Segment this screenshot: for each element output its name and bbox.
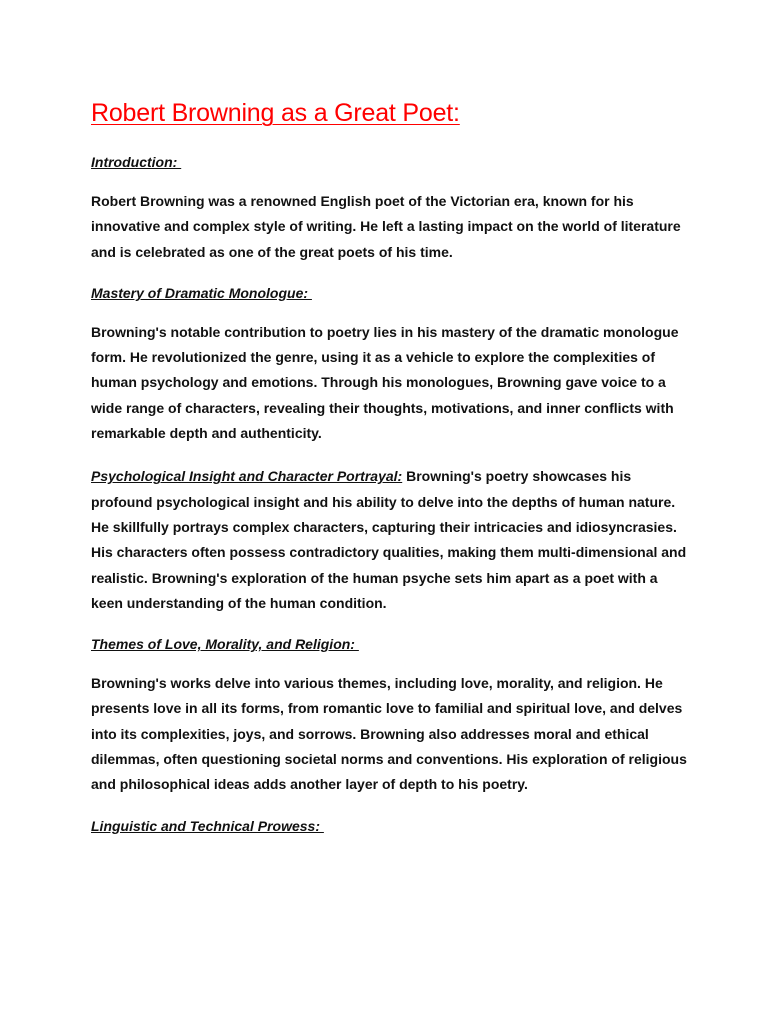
document-content xyxy=(91,96,691,853)
section-psychological-insight xyxy=(91,464,691,616)
section-body-psychological-insight: Browning's poetry showcases his profound psychological insight and his ability to delve into the depths of human nature. He skillfully portrays complex characters, capturing their intricacies and idiosyncrasies. His characters often possess contradictory qualities, making them multi-dimensional and realistic. Browning's exploration of the human psyche sets him apart as a poet with a keen understanding of the human condition. xyxy=(91,468,687,611)
section-heading-linguistic-prowess: Linguistic and Technical Prowess: xyxy=(91,817,324,834)
section-body-dramatic-monologue: Browning's notable contribution to poetry lies in his mastery of the dramatic monologue form. He revolutionized the genre, using it as a vehicle to explore the complexities of human psychology and emotions. Through his monologues, Browning gave voice to a wide range of characters, revealing their thoughts, motivations, and inner conflicts with remarkable depth and authenticity. xyxy=(91,323,679,442)
section-body-introduction: Robert Browning was a renowned English poet of the Victorian era, known for his innovative and complex style of writing. He left a lasting impact on the world of literature and is celebrated as one of the great poets of his time. xyxy=(91,193,681,260)
section-body-themes: Browning's works delve into various themes, including love, morality, and religion. He presents love in all its forms, from romantic love to familial and spiritual love, and delves into its complexities, joys, and sorrows. Browning also addresses moral and ethical dilemmas, often questioning societal norms and conventions. His exploration of religious and philosophical ideas adds another layer of depth to his poetry. xyxy=(91,675,687,793)
section-heading-dramatic-monologue: Mastery of Dramatic Monologue: xyxy=(91,284,312,301)
section-heading-psychological-insight: Psychological Insight and Character Portrayal: xyxy=(91,468,403,485)
section-heading-introduction: Introduction: xyxy=(91,154,182,170)
document-title: Robert Browning as a Great Poet: xyxy=(91,99,460,127)
section-heading-themes: Themes of Love, Morality, and Religion: xyxy=(91,636,359,653)
